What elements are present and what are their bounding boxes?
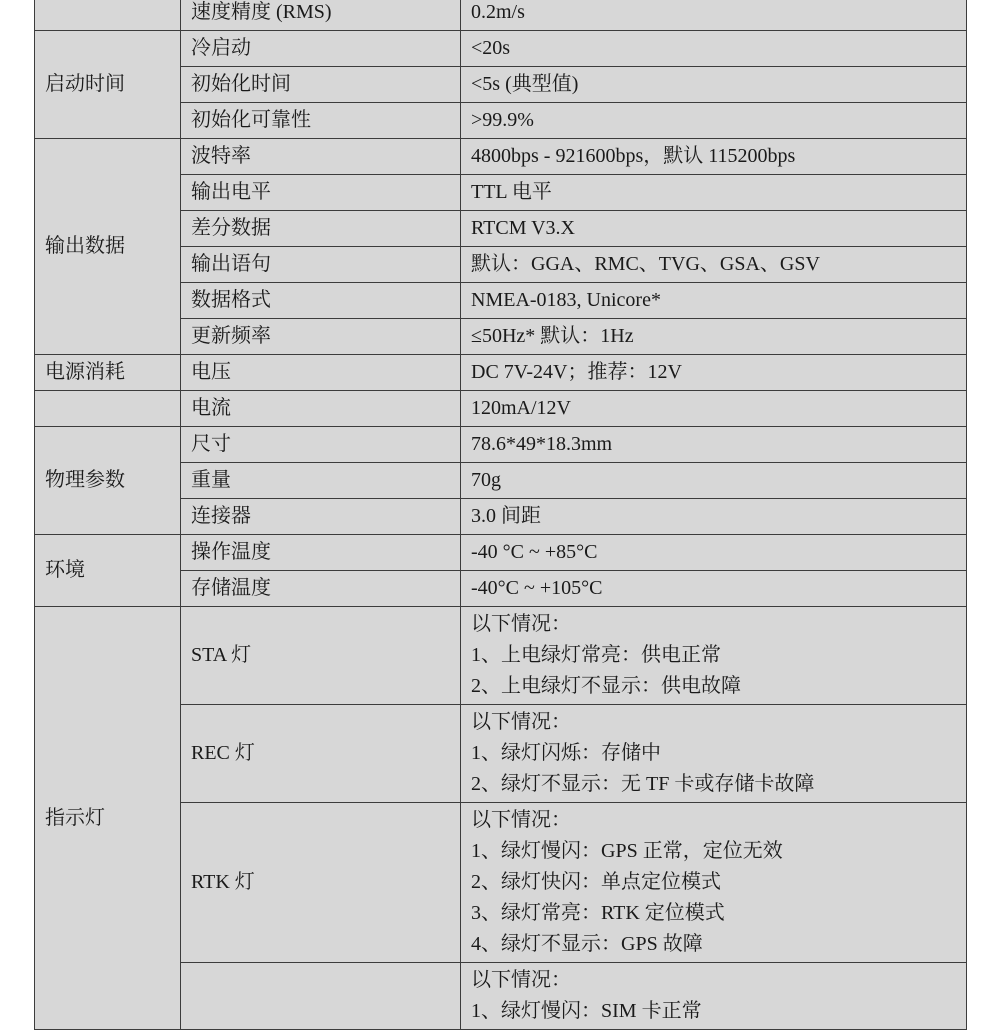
parameter-cell: 速度精度 (RMS) [181, 0, 461, 31]
value-cell [461, 705, 967, 803]
table-row [35, 355, 967, 391]
value-line: 0.2m/s [471, 1, 525, 23]
value-line: >99.9% [471, 109, 534, 131]
value-line: 4800bps - 921600bps，默认 115200bps [471, 145, 796, 167]
parameter-cell: 输出语句 [181, 247, 461, 283]
table-row [35, 391, 967, 427]
category-cell [35, 391, 181, 427]
value-cell [461, 963, 967, 1030]
table-row [35, 535, 967, 571]
value-cell [461, 175, 967, 211]
value-line: 3、绿灯常亮：RTK 定位模式 [471, 902, 725, 924]
value-cell [461, 67, 967, 103]
value-line: <5s (典型值) [471, 73, 579, 95]
table-row [35, 427, 967, 463]
parameter-cell [181, 963, 461, 1030]
value-cell [461, 427, 967, 463]
parameter-cell: STA 灯 [181, 607, 461, 705]
value-line: DC 7V-24V；推荐：12V [471, 361, 682, 383]
value-cell [461, 211, 967, 247]
parameter-cell: RTK 灯 [181, 803, 461, 963]
parameter-cell: 存储温度 [181, 571, 461, 607]
value-line: 120mA/12V [471, 397, 571, 419]
value-cell [461, 391, 967, 427]
value-cell [461, 355, 967, 391]
parameter-cell: 初始化时间 [181, 67, 461, 103]
value-cell [461, 803, 967, 963]
value-line: -40°C ~ +105°C [471, 577, 603, 599]
category-cell: 环境 [35, 535, 181, 607]
value-line: NMEA-0183, Unicore* [471, 289, 661, 311]
parameter-cell: 电压 [181, 355, 461, 391]
value-line: 2、上电绿灯不显示：供电故障 [471, 675, 741, 697]
value-line: 1、绿灯慢闪：GPS 正常，定位无效 [471, 840, 783, 862]
value-line: ≤50Hz* 默认：1Hz [471, 325, 634, 347]
value-line: 1、绿灯慢闪：SIM 卡正常 [471, 1000, 702, 1022]
table-row [35, 139, 967, 175]
parameter-cell: 操作温度 [181, 535, 461, 571]
category-cell: 输出数据 [35, 139, 181, 355]
value-line: RTCM V3.X [471, 217, 576, 239]
category-cell: 物理参数 [35, 427, 181, 535]
value-cell [461, 31, 967, 67]
value-line: 2、绿灯快闪：单点定位模式 [471, 871, 721, 893]
parameter-cell: 电流 [181, 391, 461, 427]
category-cell: 指示灯 [35, 607, 181, 1030]
parameter-cell: 波特率 [181, 139, 461, 175]
parameter-cell: 连接器 [181, 499, 461, 535]
parameter-cell: 输出电平 [181, 175, 461, 211]
value-line: 以下情况： [471, 711, 571, 733]
category-cell: 电源消耗 [35, 355, 181, 391]
value-line: -40 °C ~ +85°C [471, 541, 598, 563]
value-line: TTL 电平 [471, 181, 552, 203]
value-cell [461, 607, 967, 705]
value-cell [461, 247, 967, 283]
value-cell [461, 103, 967, 139]
parameter-cell: 冷启动 [181, 31, 461, 67]
value-line: 2、绿灯不显示：无 TF 卡或存储卡故障 [471, 773, 815, 795]
spec-table [34, 0, 967, 1030]
value-cell [461, 535, 967, 571]
value-cell [461, 0, 967, 31]
value-cell [461, 319, 967, 355]
parameter-cell: 数据格式 [181, 283, 461, 319]
parameter-cell: 尺寸 [181, 427, 461, 463]
value-line: 70g [471, 469, 501, 491]
category-cell [35, 0, 181, 31]
parameter-cell: 重量 [181, 463, 461, 499]
value-line: 以下情况： [471, 969, 571, 991]
parameter-cell: REC 灯 [181, 705, 461, 803]
value-line: 3.0 间距 [471, 505, 541, 527]
value-cell [461, 283, 967, 319]
value-line: 4、绿灯不显示：GPS 故障 [471, 933, 703, 955]
table-row [35, 0, 967, 31]
value-line: <20s [471, 37, 511, 59]
table-row [35, 31, 967, 67]
value-cell [461, 571, 967, 607]
parameter-cell: 更新频率 [181, 319, 461, 355]
value-cell [461, 463, 967, 499]
category-cell: 启动时间 [35, 31, 181, 139]
parameter-cell: 差分数据 [181, 211, 461, 247]
value-line: 以下情况： [471, 613, 571, 635]
parameter-cell: 初始化可靠性 [181, 103, 461, 139]
value-line: 78.6*49*18.3mm [471, 433, 613, 455]
table-row [35, 607, 967, 705]
value-line: 以下情况： [471, 809, 571, 831]
value-cell [461, 499, 967, 535]
value-line: 1、上电绿灯常亮：供电正常 [471, 644, 721, 666]
value-cell [461, 139, 967, 175]
value-line: 默认：GGA、RMC、TVG、GSA、GSV [471, 253, 820, 275]
value-line: 1、绿灯闪烁：存储中 [471, 742, 661, 764]
